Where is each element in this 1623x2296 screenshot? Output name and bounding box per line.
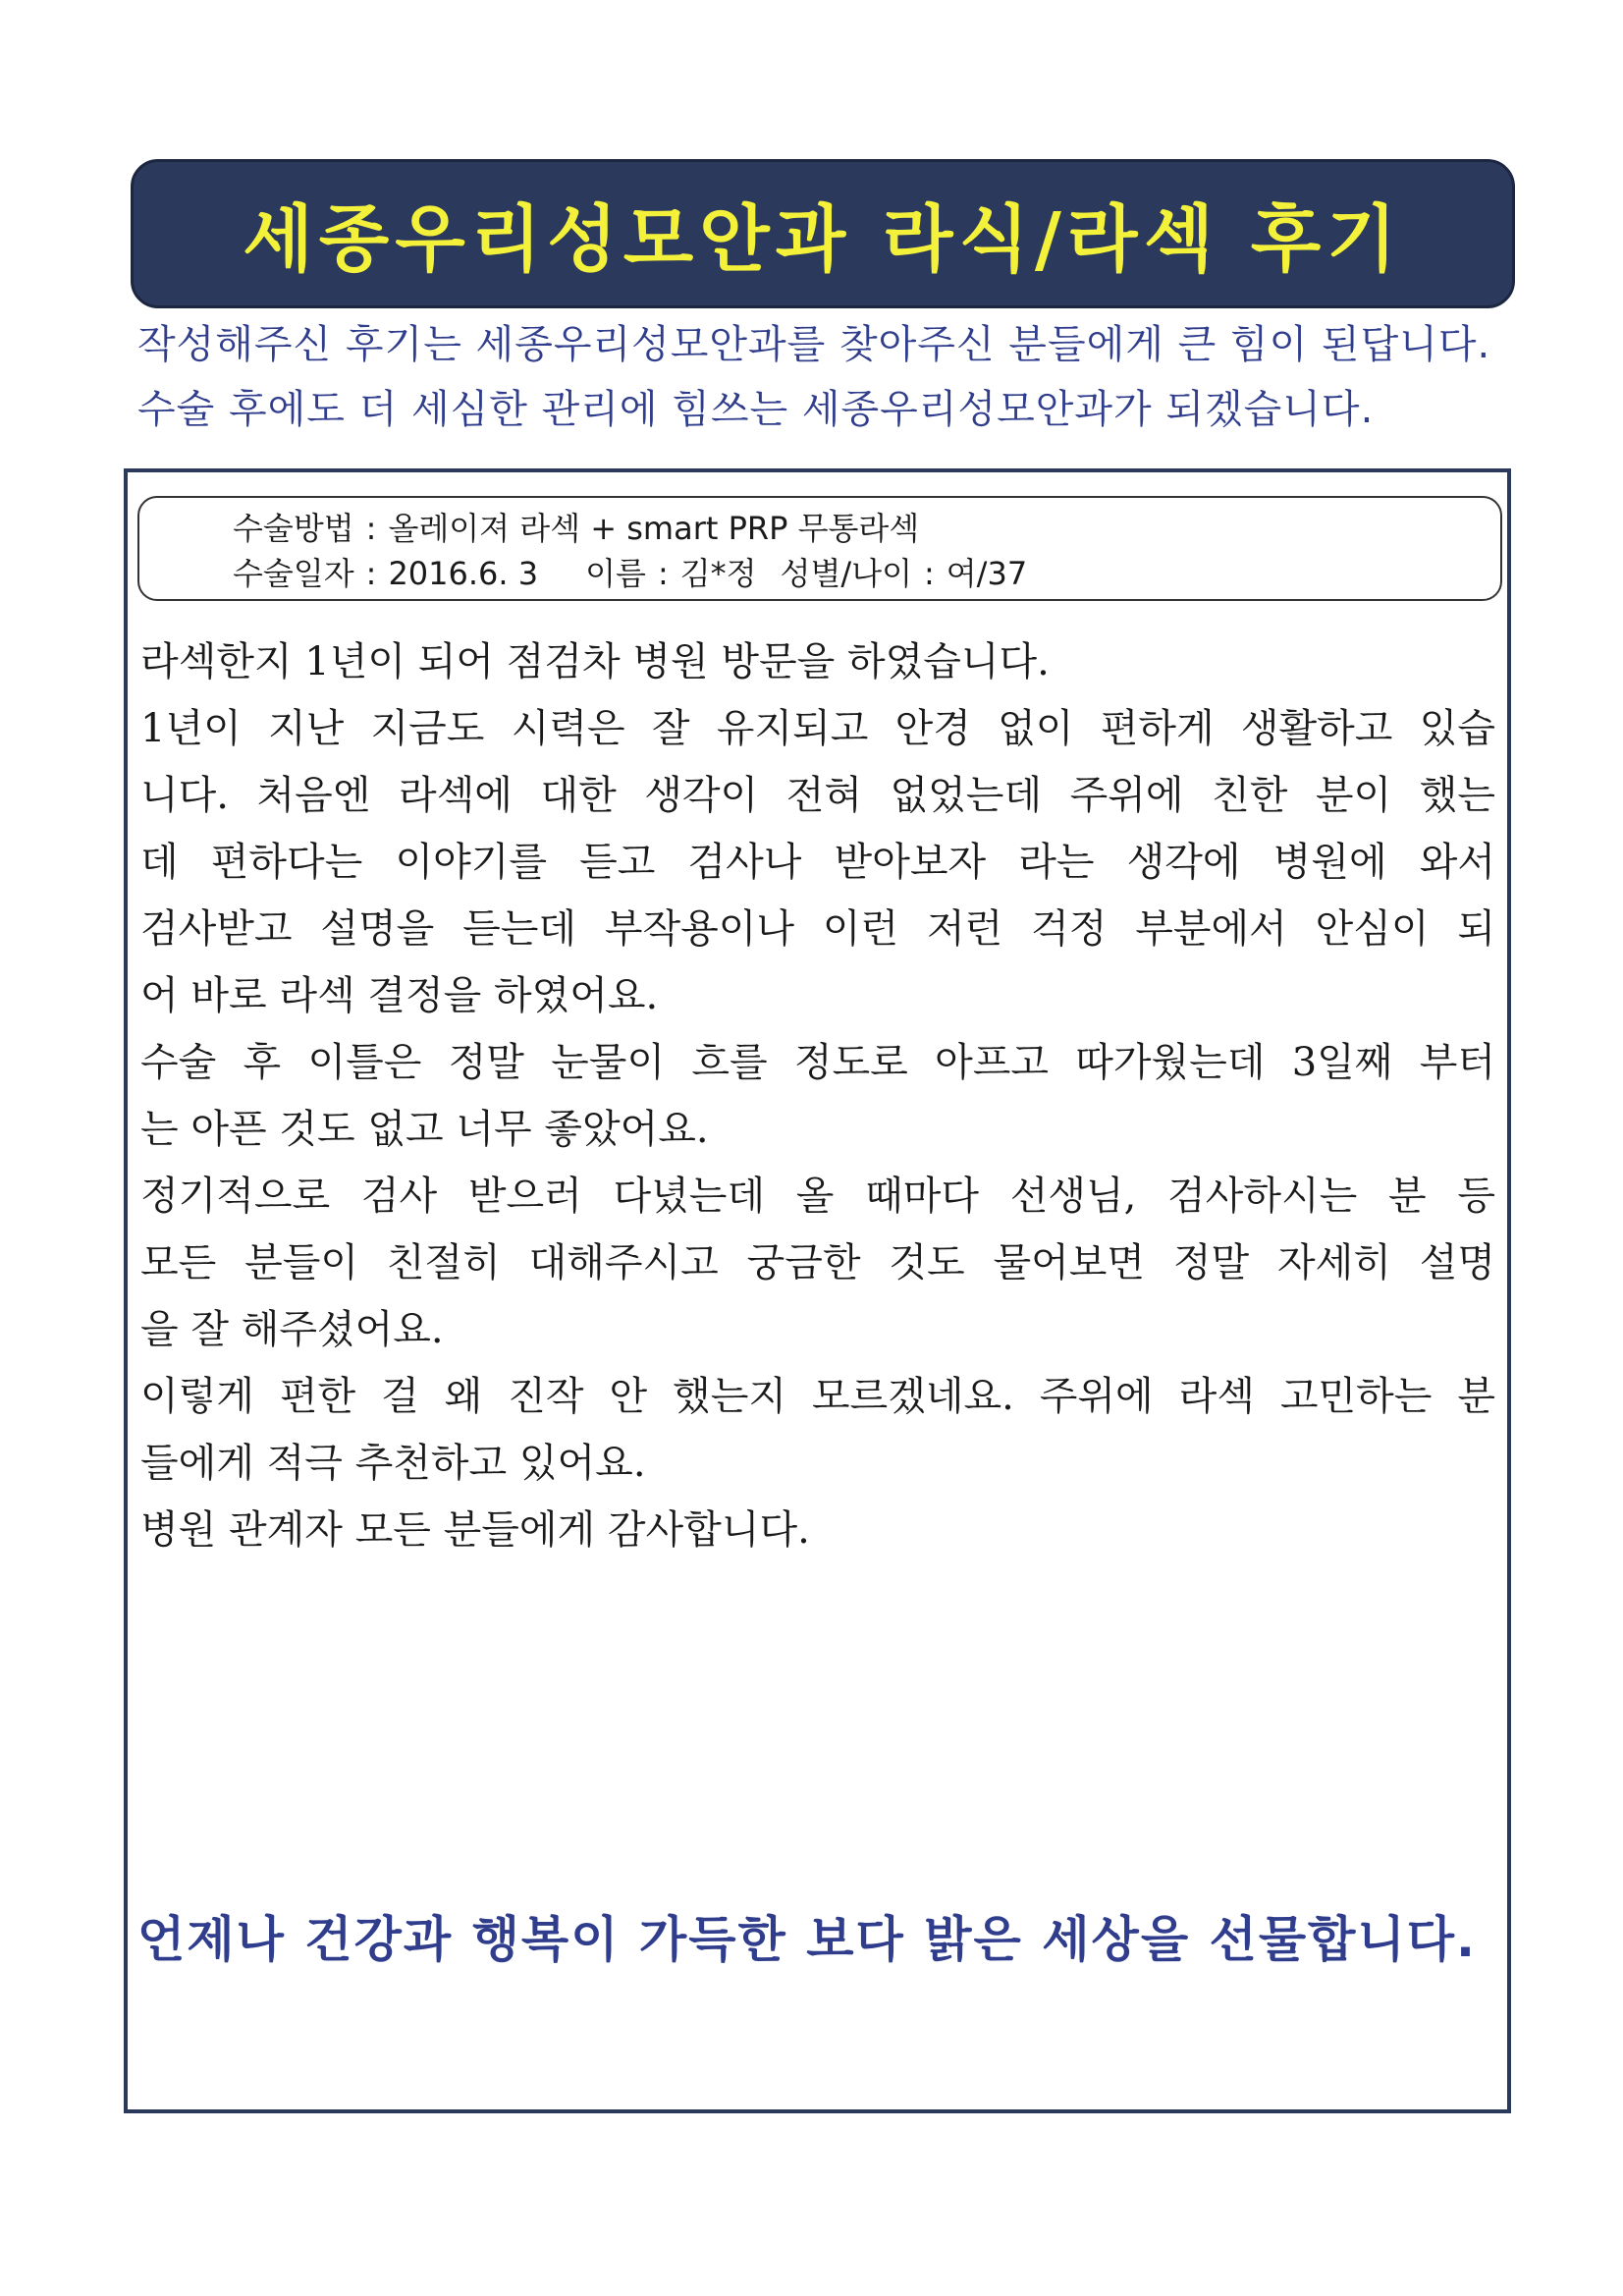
info-colon: : — [923, 555, 935, 592]
review-line: 데 편하다는 이야기를 듣고 검사나 받아보자 라는 생각에 병원에 와서 — [140, 840, 1495, 885]
method-label: 수술방법 — [233, 510, 354, 547]
info-colon: : — [365, 555, 377, 592]
page-title: 세종우리성모안과 라식/라섹 후기 — [243, 197, 1403, 282]
review-line: 병원 관계자 모든 분들에게 감사합니다. — [140, 1507, 810, 1553]
info-colon: : — [657, 555, 669, 592]
gender-age-label: 성별/나이 — [780, 555, 912, 592]
info-colon: : — [365, 510, 377, 547]
gender-age-value: 여/37 — [946, 555, 1028, 592]
name-value: 김*정 — [679, 555, 757, 592]
intro-line: 수술 후에도 더 세심한 관리에 힘쓰는 세종우리성모안과가 되겠습니다. — [137, 387, 1375, 432]
review-line: 는 아픈 것도 없고 너무 좋았어요. — [140, 1107, 709, 1152]
review-line: 이렇게 편한 걸 왜 진작 안 했는지 모르겠네요. 주위에 라섹 고민하는 분 — [140, 1374, 1495, 1419]
intro-text — [137, 312, 1532, 442]
review-line: 니다. 처음엔 라섹에 대한 생각이 전혀 없었는데 주위에 친한 분이 했는 — [140, 773, 1495, 818]
review-line: 모든 분들이 친절히 대해주시고 궁금한 것도 물어보면 정말 자세히 설명 — [140, 1240, 1495, 1285]
review-body — [140, 629, 1495, 1563]
review-line: 라섹한지 1년이 되어 점검차 병원 방문을 하였습니다. — [140, 639, 1050, 684]
name-label: 이름 — [585, 555, 646, 592]
closing-slogan: 언제나 건강과 행복이 가득한 보다 밝은 세상을 선물합니다. — [137, 1911, 1478, 1968]
surgery-date-row — [233, 549, 1027, 594]
method-value: 올레이져 라섹 + smart PRP 무통라섹 — [388, 510, 920, 547]
review-line: 수술 후 이틀은 정말 눈물이 흐를 정도로 아프고 따가웠는데 3일째 부터 — [140, 1040, 1495, 1085]
title-banner — [131, 159, 1515, 308]
review-line: 1년이 지난 지금도 시력은 잘 유지되고 안경 없이 편하게 생활하고 있습 — [140, 706, 1495, 751]
surgery-method-row — [233, 504, 919, 549]
date-value: 2016.6. 3 — [388, 555, 539, 592]
review-line: 검사받고 설명을 듣는데 부작용이나 이런 저런 걱정 부분에서 안심이 되 — [140, 906, 1495, 952]
review-line: 어 바로 라섹 결정을 하였어요. — [140, 973, 659, 1018]
date-label: 수술일자 — [233, 555, 354, 592]
surgery-info-box — [137, 496, 1502, 601]
review-line: 들에게 적극 추천하고 있어요. — [140, 1441, 646, 1486]
review-line: 을 잘 해주셨어요. — [140, 1307, 444, 1352]
intro-line: 작성해주신 후기는 세종우리성모안과를 찾아주신 분들에게 큰 힘이 된답니다. — [137, 322, 1491, 367]
review-line: 정기적으로 검사 받으러 다녔는데 올 때마다 선생님, 검사하시는 분 등 — [140, 1174, 1495, 1219]
